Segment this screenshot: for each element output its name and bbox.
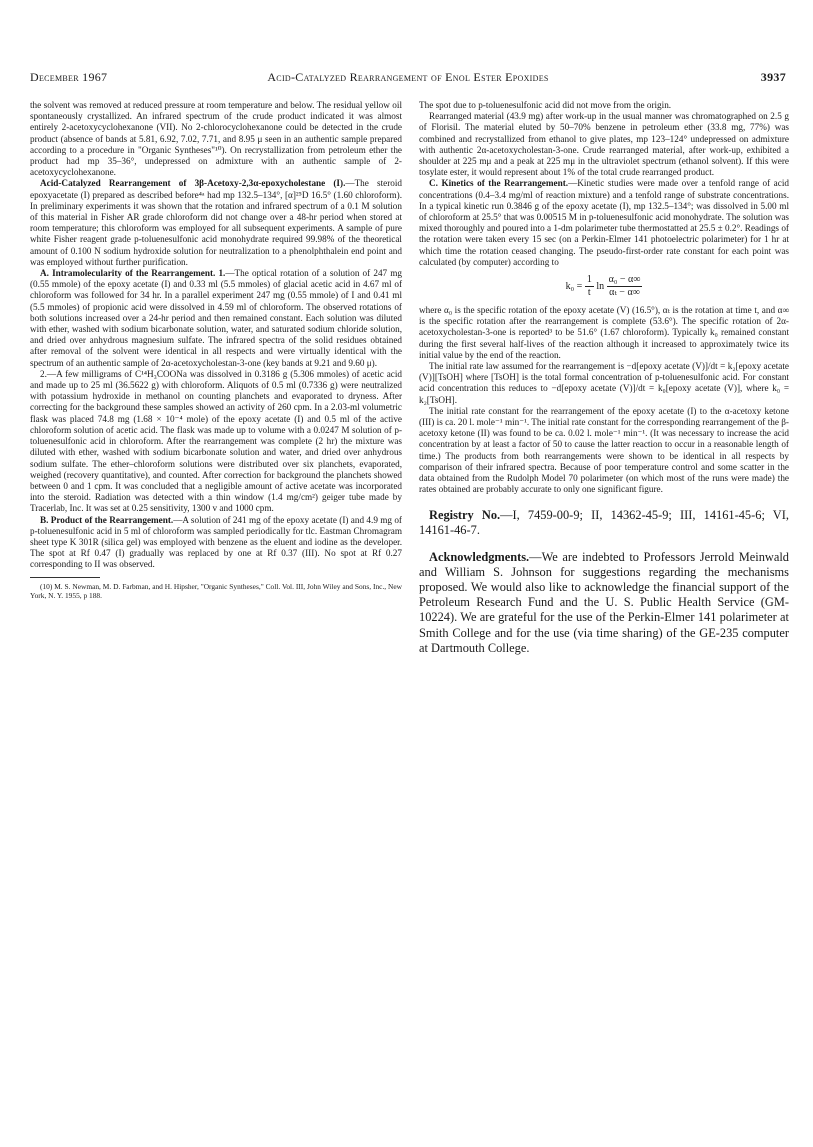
equation-lhs: k₀ =: [565, 280, 583, 292]
header-date: December 1967: [30, 70, 108, 84]
paragraph: [30, 268, 402, 369]
section-heading: A. Intramolecularity of the Rearrangement. 1.: [40, 268, 226, 279]
paragraph: 2.—A few milligrams of C¹⁴H₃COONa was dissolved in 0.3186 g (5.306 mmoles) of acetic acid and made up to 25 ml (36.5622 g) with chloroform. Aliquots of 0.5 ml (0.7336 g) were neutralized with potassium hydroxide in methanol on counting planchets and evaporated to dryness. After correcting for the background these samples showed an activity of 260 cpm. In a 2.03-ml volumetric flask was placed 74.8 mg (1.68 × 10⁻⁴ mole) of the epoxy acetate (I) and 0.5 ml of the active chloroform solution of acetic acid. The flask was made up to volume with a 0.0247 M solution of p-toluenesulfonic acid in chloroform. After the rearrangement was complete (2 hr) the mixture was diluted with ether, washed with sodium bicarbonate solution and water, and dried over anhydrous sodium sulfate. The ether–chloroform solutions were distributed over six planchets, evaporated, weighed (recovery quantitative), and counted. After correction for background the planchets showed between 0 and 1 cpm. It was concluded that a negligible amount of active acetate was incorporated into the steroid. Radiation was detected with a thin window (1.4 mg/cm²) geiger tube made by Tracerlab, Inc. It was set at 0.25 sensitivity, 1300 v and 1000 cpm.: [30, 368, 402, 514]
equation-fraction: [607, 274, 643, 299]
registry-numbers: [419, 508, 789, 538]
paragraph-text: —Kinetic studies were made over a tenfold range of acid concentrations (0.4–3.4 mg/ml of reaction mixture) and a tenfold range of substrate concentrations. In a typical kinetic run 0.3846 g of the epoxy acetate (I), mp 132.5–134°; was dissolved in 5.00 ml of chloroform at 25.5° that was 0.00515 M in p-toluenesulfonic acid monohydrate. The solution was mixed thoroughly and poured into a 1-dm polarimeter tube thermostatted at 25.5 ± 0.2°. Readings of the rotation were taken every 15 sec (on a Perkin-Elmer 141 photoelectric polarimeter) for 1 hr at which time the rotation ceased changing. The pseudo-first-order rate constant for each point was calculated (by computer) according to: [419, 178, 789, 267]
section-heading: C. Kinetics of the Rearrangement.: [429, 178, 569, 189]
rate-equation: [419, 274, 789, 299]
equation-numerator: 1: [586, 274, 592, 286]
paragraph: [419, 178, 789, 268]
paragraph: where α₀ is the specific rotation of the epoxy acetate (V) (16.5°), αₜ is the rotation at time t, and α∞ is the specific rotation after the rearrangement is complete (53.6°). The specific rotation of 2α-acetoxycholestan-3-one is reported³ to be 51.6° (1.67 chloroform). Typically k₀ remained constant during the first several half-lives of the reaction although it increased to approximately twice its initial value by the end of the reaction.: [419, 305, 789, 360]
page-number: 3937: [760, 70, 786, 84]
paragraph: The initial rate law assumed for the rearrangement is −d[epoxy acetate (V)]/dt = k₂[epoxy acetate (V)][TsOH] where [TsOH] is the total formal concentration of p-toluenesulfonic acid. For constant acid concentration this reduces to −d[epoxy acetate (V)]/dt = k₀[epoxy acetate (V)], where k₀ = k₂[TsOH].: [419, 361, 789, 405]
section-heading: B. Product of the Rearrangement.: [40, 514, 174, 525]
acknowledgments-heading: Acknowledgments.: [429, 549, 530, 564]
registry-heading: Registry No.: [429, 507, 501, 522]
page-header: [30, 70, 786, 86]
acknowledgments-text: —We are indebted to Professors Jerrold Meinwald and William S. Johnson for suggestions regarding the mechanisms proposed. We would also like to acknowledge the financial support of the Petroleum Research Fund and the U. S. Public Health Service (GM-10224). We are grateful for the use of the Perkin-Elmer 141 polarimeter at Smith College and for the use (via time sharing) of the GE-235 computer at Dartmouth College.: [419, 549, 789, 655]
paragraph-text: —The steroid epoxyacetate (I) prepared as described before⁴ᵃ had mp 132.5–134°, [α]²⁵D 16.5° (1.60 chloroform). In preliminary experiments it was shown that the rotation and infrared spectrum of a 0.1 M solution of this material in Fisher AR grade chloroform did not change over a 48-hr period when stored at room temperature; this chloroform was employed for all subsequent experiments. A sample of pure white Fisher reagent grade p-toluenesulfonic acid monohydrate required 99.98% of the theoretical amount of 0.100 N sodium hydroxide solution for neutralization to a phenolphthalein end point and was employed without further purification.: [30, 178, 403, 267]
header-running-title: Acid-Catalyzed Rearrangement of Enol Ester Epoxides: [267, 70, 549, 84]
equation-denominator: αₜ − α∞: [609, 287, 640, 299]
paragraph: The spot due to p-toluenesulfonic acid did not move from the origin.: [419, 100, 672, 110]
equation-ln: ln: [596, 280, 605, 292]
acknowledgments: [419, 550, 789, 656]
footnote: (10) M. S. Newman, M. D. Farbman, and H. Hipsher, "Organic Syntheses," Coll. Vol. III, John Wiley and Sons, Inc., New York, N. Y. 1955, p 188.: [30, 581, 402, 600]
right-column: [419, 100, 789, 656]
section-heading: Acid-Catalyzed Rearrangement of 3β-Acetoxy-2,3α-epoxycholestane (I).: [40, 178, 346, 189]
paragraph: The initial rate constant for the rearrangement of the epoxy acetate (I) to the α-acetoxy ketone (III) is ca. 20 l. mole⁻¹ min⁻¹. The initial rate constant for the corresponding rearrangement of the β-acetoxy ketone (II) was found to be ca. 0.02 l. mole⁻¹ min⁻¹. (It was necessary to increase the acid concentration by at least a factor of 50 to cause the latter reaction to occur in a reasonable length of time.) The products from both rearrangements were shown to be identical in all respects by comparison of their infrared spectra. Because of poor temperature control and some scatter in the data obtained from the Rudolph Model 70 polarimeter (on which most of the runs were made) the rates obtained are probably accurate to only one significant figure.: [419, 405, 789, 495]
paragraph: Rearranged material (43.9 mg) after work-up in the usual manner was chromatographed on 2.5 g of Florisil. The material eluted by 50–70% benzene in petroleum ether (33.8 mg, 77%) was combined and recrystallized from ethanol to give plates, mp 123–124° undepressed on admixture with authentic 2α-acetoxycholestan-3-one. Crude rearranged material, after work-up, exhibited a shoulder at 225 mμ and a peak at 225 mμ in the ultraviolet spectrum (ethanol solvent). If this were tosylate ester, it would represent about 1% of the total crude rearranged product.: [419, 111, 789, 178]
paragraph: [30, 178, 402, 268]
paragraph-text: —A solution of 241 mg of the epoxy acetate (I) and 4.9 mg of p-toluenesulfonic acid in 5 ml of chloroform was sampled periodically for tlc. Eastman Chromagram sheet type K 301R (silica gel) was employed with benzene as the eluent and iodine as the developer. The spot at Rf 0.47 (I) gradually was replaced by one at Rf 0.37 (III). No spot at Rf 0.27 corresponding to II was observed.: [30, 514, 402, 570]
paragraph-text: —The optical rotation of a solution of 247 mg (0.55 mmole) of the epoxy acetate (I) and 0.33 ml (5.5 mmoles) of glacial acetic acid in 4.67 ml of chloroform was followed for 34 hr. In a parallel experiment 247 mg (0.55 mmole) of I and 0.41 ml (5.5 mmoles) of propionic acid were dissolved in 4.59 ml of chloroform. The observed rotations of both solutions increased over a 24-hr period and then remained constant. Each solution was diluted with ether, washed with sodium bicarbonate solution, water, and saturated sodium chloride solution, and dried over anhydrous magnesium sulfate. The infrared spectra of the solid residues obtained after removal of the solvent were identical in all respects and were virtually identical with the spectrum of an authentic sample of 2α-acetoxycholestan-3-one (key bands at 9.21 and 9.60 μ).: [30, 268, 403, 368]
paragraph: [30, 515, 402, 571]
left-column: [30, 100, 402, 600]
equation-fraction: [585, 274, 594, 299]
footnote-divider: [30, 577, 100, 578]
paragraph: the solvent was removed at reduced pressure at room temperature and below. The residual yellow oil spontaneously crystallized. An infrared spectrum of the crude product indicated it was almost entirely 2-acetoxycyclohexanone (VII). No 2-chlorocyclohexanone could be detected in the crude product (absence of bands at 5.81, 6.92, 7.02, 7.71, and 8.95 μ seen in an authentic sample prepared according to a procedure in "Organic Syntheses"¹⁰). On recrystallization from petroleum ether the product had mp 35–36°, undepressed on admixture with an authentic sample of 2-acetoxycyclohexanone.: [30, 100, 402, 178]
equation-denominator: t: [587, 287, 591, 299]
equation-numerator: α₀ − α∞: [608, 274, 641, 286]
registry-text: —I, 7459-00-9; II, 14362-45-9; III, 14161-45-6; VI, 14161-46-7.: [419, 507, 789, 537]
